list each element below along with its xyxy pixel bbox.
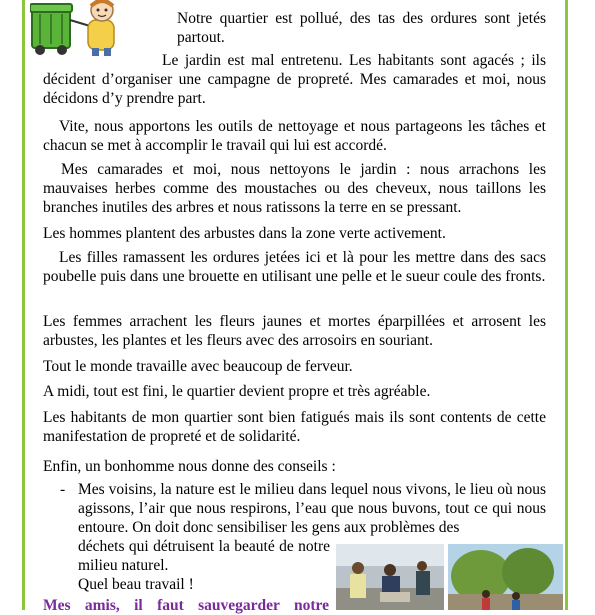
- paragraph-7: [43, 312, 546, 350]
- paragraph-11-text: Enfin, un bonhomme nous donne des conseils :: [43, 458, 336, 475]
- advice-text-wide: Mes voisins, la nature est le milieu dans lequel nous vivons, le lieu où nous agissons, l’air que nous respirons, l’eau que nous buvons, tout ce qui nous entoure. On doit donc sensibiliser les gens aux problèmes des: [78, 481, 546, 536]
- paragraph-4: [43, 160, 546, 217]
- paragraph-8-text: Tout le monde travaille avec beaucoup de ferveur.: [43, 358, 353, 375]
- paragraph-11: [43, 457, 546, 476]
- paragraph-6: [43, 248, 546, 286]
- page-border-right: [565, 0, 568, 610]
- paragraph-7-text: Les femmes arrachent les fleurs jaunes et mortes éparpillées et arrosent les arbustes, les plantes et les fleurs avec des arrosoirs en souriant.: [43, 313, 546, 349]
- advice-closing: Quel beau travail !: [78, 576, 194, 593]
- cleanup-photos: [336, 544, 563, 610]
- paragraph-5: [43, 224, 546, 243]
- paragraph-2: [43, 51, 546, 108]
- paragraph-6-text: Les filles ramassent les ordures jetées ici et là pour les mettre dans des sacs poubelle puis dans une brouette en utilisant une pelle et le sueur coule des fronts.: [43, 249, 546, 285]
- paragraph-10-text: Les habitants de mon quartier sont bien fatigués mais ils sont contents de cette manifestation de propreté et de solidarité.: [43, 409, 546, 445]
- page-border-left: [22, 0, 25, 610]
- paragraph-4-text: Mes camarades et moi, nous nettoyons le jardin : nous arrachons les mauvaises herbes comme des moustaches ou des cheveux, nous taillons les branches inutiles des arbres et nous ratissons la terre en se pressant.: [43, 161, 546, 216]
- closing-purple-line: Mes amis, il faut sauvegarder notre: [43, 597, 329, 614]
- paragraph-1-text: Notre quartier est pollué, des tas des ordures sont jetés partout.: [177, 10, 546, 46]
- paragraph-2-text: Le jardin est mal entretenu. Les habitants sont agacés ; ils décident d’organiser une campagne de propreté. Mes camarades et moi, nous décidons d’y prendre part.: [43, 52, 546, 107]
- advice-text-narrow: déchets qui détruisent la beauté de notre milieu naturel.: [78, 538, 330, 574]
- paragraph-10: [43, 408, 546, 446]
- paragraph-9: [43, 382, 546, 401]
- list-dash: -: [60, 481, 66, 498]
- paragraph-3: [43, 117, 546, 155]
- paragraph-1: [43, 9, 546, 47]
- paragraph-9-text: A midi, tout est fini, le quartier devient propre et très agréable.: [43, 383, 431, 400]
- paragraph-5-text: Les hommes plantent des arbustes dans la zone verte activement.: [43, 225, 446, 242]
- paragraph-8: [43, 357, 546, 376]
- paragraph-3-text: Vite, nous apportons les outils de nettoyage et nous partageons les tâches et chacun se met à accomplir le travail qui lui est accordé.: [43, 118, 546, 154]
